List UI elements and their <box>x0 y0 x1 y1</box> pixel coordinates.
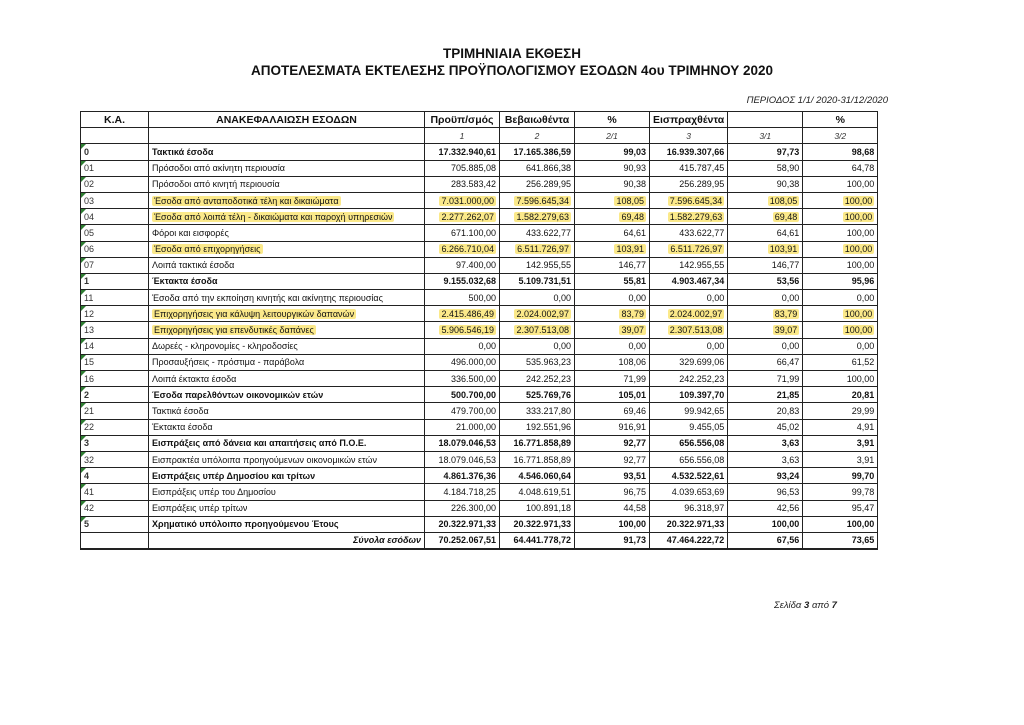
cell-pct-31: 42,56 <box>728 500 803 516</box>
cell-ka: 22 <box>81 419 149 435</box>
cell-description: Εισπράξεις υπέρ του Δημοσίου <box>149 484 425 500</box>
page-footer <box>774 600 837 611</box>
table-row <box>81 516 878 532</box>
table-row <box>81 468 878 484</box>
cell-budget: 283.583,42 <box>425 176 500 192</box>
cell-description: Λοιπά έκτακτα έσοδα <box>149 371 425 387</box>
cell-pct-31: 93,24 <box>728 468 803 484</box>
cell-collected: 0,00 <box>650 290 728 306</box>
report-title: ΤΡΙΜΗΝΙΑΙΑ ΕΚΘΕΣΗ <box>443 46 581 61</box>
cell-pct-31: 97,73 <box>728 144 803 160</box>
cell-pct-32: 100,00 <box>803 209 878 225</box>
cell-certified: 20.322.971,33 <box>500 516 575 532</box>
sub-collected: 3 <box>650 128 728 144</box>
cell-certified: 16.771.858,89 <box>500 451 575 467</box>
comment-marker-icon <box>81 322 86 327</box>
col-budget: Προϋπ/σμός <box>425 112 500 128</box>
cell-certified: 6.511.726,97 <box>500 241 575 257</box>
cell-certified: 2.307.513,08 <box>500 322 575 338</box>
cell-pct-21: 0,00 <box>575 338 650 354</box>
cell-pct-32: 95,96 <box>803 273 878 289</box>
cell-pct-21: 69,48 <box>575 209 650 225</box>
table-row <box>81 241 878 257</box>
comment-marker-icon <box>81 290 86 295</box>
cell-certified: 5.109.731,51 <box>500 273 575 289</box>
cell-pct-21: 90,38 <box>575 176 650 192</box>
cell-description: Έσοδα από ανταποδοτικά τέλη και δικαιώματα <box>149 192 425 208</box>
cell-budget: 18.079.046,53 <box>425 451 500 467</box>
total-row <box>81 532 878 549</box>
table-row <box>81 403 878 419</box>
cell-budget: 226.300,00 <box>425 500 500 516</box>
table-row <box>81 484 878 500</box>
cell-pct-32: 0,00 <box>803 338 878 354</box>
cell-certified: 242.252,23 <box>500 371 575 387</box>
cell-pct-21: 100,00 <box>575 516 650 532</box>
cell-certified: 142.955,55 <box>500 257 575 273</box>
cell-certified: 0,00 <box>500 338 575 354</box>
cell-certified: 641.866,38 <box>500 160 575 176</box>
comment-marker-icon <box>81 258 86 263</box>
cell-ka: 16 <box>81 371 149 387</box>
cell-description: Έκτακτα έσοδα <box>149 273 425 289</box>
cell-pct-31: 0,00 <box>728 290 803 306</box>
cell-pct-21: 71,99 <box>575 371 650 387</box>
cell-pct-31: 21,85 <box>728 387 803 403</box>
sub-description <box>149 128 425 144</box>
cell-pct-21: 93,51 <box>575 468 650 484</box>
cell-pct-31: 3,63 <box>728 451 803 467</box>
cell-budget: 500,00 <box>425 290 500 306</box>
table-row <box>81 338 878 354</box>
table-row <box>81 387 878 403</box>
cell-pct-32: 100,00 <box>803 192 878 208</box>
cell-ka: 07 <box>81 257 149 273</box>
cell-pct-32: 3,91 <box>803 435 878 451</box>
cell-pct-32: 3,91 <box>803 451 878 467</box>
table-row <box>81 290 878 306</box>
cell-budget: 496.000,00 <box>425 354 500 370</box>
comment-marker-icon <box>81 517 86 522</box>
cell-ka: 15 <box>81 354 149 370</box>
cell-pct-32: 100,00 <box>803 371 878 387</box>
cell-pct-32: 100,00 <box>803 257 878 273</box>
cell-description: Έκτακτα έσοδα <box>149 419 425 435</box>
comment-marker-icon <box>81 144 86 149</box>
cell-pct-31: 108,05 <box>728 192 803 208</box>
cell-pct-31: 3,63 <box>728 435 803 451</box>
cell-pct-32: 61,52 <box>803 354 878 370</box>
cell-budget: 705.885,08 <box>425 160 500 176</box>
cell-certified: 256.289,95 <box>500 176 575 192</box>
cell-budget: 2.415.486,49 <box>425 306 500 322</box>
cell-budget: 2.277.262,07 <box>425 209 500 225</box>
cell-description: Επιχορηγήσεις για κάλυψη λειτουργικών δαπανών <box>149 306 425 322</box>
cell-collected: 242.252,23 <box>650 371 728 387</box>
col-collected: Εισπραχθέντα <box>650 112 728 128</box>
cell-pct-31: 100,00 <box>728 516 803 532</box>
cell-pct-32: 100,00 <box>803 225 878 241</box>
cell-description: Έσοδα από την εκποίηση κινητής και ακίνητης περιουσίας <box>149 290 425 306</box>
cell-certified: 4.546.060,64 <box>500 468 575 484</box>
comment-marker-icon <box>81 306 86 311</box>
comment-marker-icon <box>81 339 86 344</box>
comment-marker-icon <box>81 161 86 166</box>
cell-collected: 0,00 <box>650 338 728 354</box>
comment-marker-icon <box>81 371 86 376</box>
table-row <box>81 257 878 273</box>
revenue-table <box>80 111 878 550</box>
table-row <box>81 160 878 176</box>
cell-description: Χρηματικό υπόλοιπο προηγούμενου Έτους <box>149 516 425 532</box>
cell-ka: 2 <box>81 387 149 403</box>
cell-description: Εισπράξεις από δάνεια και απαιτήσεις από Π.Ο.Ε. <box>149 435 425 451</box>
cell-ka: 4 <box>81 468 149 484</box>
cell-pct-31: 58,90 <box>728 160 803 176</box>
cell-budget: 9.155.032,68 <box>425 273 500 289</box>
cell-pct-32: 100,00 <box>803 176 878 192</box>
cell-pct-21: 108,06 <box>575 354 650 370</box>
cell-pct-21: 90,93 <box>575 160 650 176</box>
sub-pct-21: 2/1 <box>575 128 650 144</box>
cell-collected: 16.939.307,66 <box>650 144 728 160</box>
cell-certified: 0,00 <box>500 290 575 306</box>
cell-pct-31: 71,99 <box>728 371 803 387</box>
cell-collected: 4.903.467,34 <box>650 273 728 289</box>
cell-budget: 0,00 <box>425 338 500 354</box>
col-description: ΑΝΑΚΕΦΑΛΑΙΩΣΗ ΕΣΟΔΩΝ <box>149 112 425 128</box>
cell-pct-32: 99,78 <box>803 484 878 500</box>
cell-collected: 433.622,77 <box>650 225 728 241</box>
cell-collected: 656.556,08 <box>650 435 728 451</box>
cell-collected: 6.511.726,97 <box>650 241 728 257</box>
cell-ka: 21 <box>81 403 149 419</box>
cell-ka: 12 <box>81 306 149 322</box>
cell-ka: 1 <box>81 273 149 289</box>
total-pct-31: 67,56 <box>728 532 803 549</box>
table-body <box>81 144 878 549</box>
cell-budget: 5.906.546,19 <box>425 322 500 338</box>
cell-pct-31: 64,61 <box>728 225 803 241</box>
cell-certified: 535.963,23 <box>500 354 575 370</box>
cell-description: Εισπράξεις υπέρ Δημοσίου και τρίτων <box>149 468 425 484</box>
cell-ka: 5 <box>81 516 149 532</box>
table-row <box>81 144 878 160</box>
table-row <box>81 273 878 289</box>
cell-certified: 333.217,80 <box>500 403 575 419</box>
col-ka: Κ.Α. <box>81 112 149 128</box>
cell-collected: 2.307.513,08 <box>650 322 728 338</box>
cell-budget: 6.266.710,04 <box>425 241 500 257</box>
comment-marker-icon <box>81 403 86 408</box>
cell-pct-31: 53,56 <box>728 273 803 289</box>
table-row <box>81 451 878 467</box>
cell-certified: 192.551,96 <box>500 419 575 435</box>
total-pct-32: 73,65 <box>803 532 878 549</box>
cell-ka: 41 <box>81 484 149 500</box>
cell-pct-21: 83,79 <box>575 306 650 322</box>
cell-pct-32: 29,99 <box>803 403 878 419</box>
table-row <box>81 354 878 370</box>
table-row <box>81 435 878 451</box>
cell-certified: 525.769,76 <box>500 387 575 403</box>
cell-ka: 13 <box>81 322 149 338</box>
cell-collected: 656.556,08 <box>650 451 728 467</box>
cell-description: Τακτικά έσοδα <box>149 403 425 419</box>
cell-collected: 256.289,95 <box>650 176 728 192</box>
cell-ka: 04 <box>81 209 149 225</box>
cell-pct-21: 44,58 <box>575 500 650 516</box>
cell-pct-32: 100,00 <box>803 516 878 532</box>
cell-pct-31: 83,79 <box>728 306 803 322</box>
cell-collected: 96.318,97 <box>650 500 728 516</box>
footer-total: 7 <box>831 600 837 611</box>
cell-collected: 415.787,45 <box>650 160 728 176</box>
cell-certified: 17.165.386,59 <box>500 144 575 160</box>
cell-collected: 99.942,65 <box>650 403 728 419</box>
cell-pct-21: 99,03 <box>575 144 650 160</box>
cell-budget: 7.031.000,00 <box>425 192 500 208</box>
cell-budget: 4.861.376,36 <box>425 468 500 484</box>
subheader-row <box>81 128 878 144</box>
cell-pct-21: 92,77 <box>575 451 650 467</box>
comment-marker-icon <box>81 193 86 198</box>
cell-budget: 479.700,00 <box>425 403 500 419</box>
col-blank <box>728 112 803 128</box>
comment-marker-icon <box>81 242 86 247</box>
cell-collected: 4.039.653,69 <box>650 484 728 500</box>
cell-collected: 2.024.002,97 <box>650 306 728 322</box>
cell-budget: 18.079.046,53 <box>425 435 500 451</box>
cell-pct-21: 39,07 <box>575 322 650 338</box>
cell-description: Εισπράξεις υπέρ τρίτων <box>149 500 425 516</box>
cell-description: Έσοδα παρελθόντων οικονομικών ετών <box>149 387 425 403</box>
cell-collected: 20.322.971,33 <box>650 516 728 532</box>
cell-pct-31: 69,48 <box>728 209 803 225</box>
cell-description: Λοιπά τακτικά έσοδα <box>149 257 425 273</box>
cell-pct-32: 20,81 <box>803 387 878 403</box>
cell-pct-21: 55,81 <box>575 273 650 289</box>
table-row <box>81 500 878 516</box>
comment-marker-icon <box>81 436 86 441</box>
cell-pct-21: 96,75 <box>575 484 650 500</box>
comment-marker-icon <box>81 484 86 489</box>
cell-pct-32: 98,68 <box>803 144 878 160</box>
comment-marker-icon <box>81 468 86 473</box>
total-label: Σύνολα εσόδων <box>149 532 425 549</box>
cell-pct-32: 100,00 <box>803 306 878 322</box>
comment-marker-icon <box>81 387 86 392</box>
table-row <box>81 176 878 192</box>
cell-certified: 100.891,18 <box>500 500 575 516</box>
table-row <box>81 419 878 435</box>
table-row <box>81 306 878 322</box>
comment-marker-icon <box>81 225 86 230</box>
comment-marker-icon <box>81 501 86 506</box>
cell-collected: 4.532.522,61 <box>650 468 728 484</box>
cell-pct-31: 146,77 <box>728 257 803 273</box>
cell-budget: 336.500,00 <box>425 371 500 387</box>
report-subtitle: ΑΠΟΤΕΛΕΣΜΑΤΑ ΕΚΤΕΛΕΣΗΣ ΠΡΟΫΠΟΛΟΓΙΣΜΟΥ ΕΣΟΔΩΝ 4ου ΤΡΙΜΗΝΟΥ 2020 <box>251 63 773 78</box>
cell-pct-21: 69,46 <box>575 403 650 419</box>
cell-collected: 1.582.279,63 <box>650 209 728 225</box>
col-pct-21: % <box>575 112 650 128</box>
cell-description: Εισπρακτέα υπόλοιπα προηγούμενων οικονομικών ετών <box>149 451 425 467</box>
cell-ka: 32 <box>81 451 149 467</box>
cell-pct-31: 90,38 <box>728 176 803 192</box>
period-label: ΠΕΡΙΟΔΟΣ 1/1/ 2020-31/12/2020 <box>746 95 888 106</box>
cell-pct-32: 99,70 <box>803 468 878 484</box>
comment-marker-icon <box>81 420 86 425</box>
cell-collected: 329.699,06 <box>650 354 728 370</box>
cell-budget: 97.400,00 <box>425 257 500 273</box>
cell-ka: 05 <box>81 225 149 241</box>
table-row <box>81 209 878 225</box>
comment-marker-icon <box>81 209 86 214</box>
cell-pct-31: 96,53 <box>728 484 803 500</box>
cell-collected: 9.455,05 <box>650 419 728 435</box>
cell-pct-31: 66,47 <box>728 354 803 370</box>
cell-pct-21: 103,91 <box>575 241 650 257</box>
table-row <box>81 322 878 338</box>
cell-ka: 11 <box>81 290 149 306</box>
sub-ka <box>81 128 149 144</box>
cell-collected: 142.955,55 <box>650 257 728 273</box>
footer-page: 3 <box>804 600 810 611</box>
table-row <box>81 192 878 208</box>
cell-certified: 1.582.279,63 <box>500 209 575 225</box>
sub-pct-31: 3/1 <box>728 128 803 144</box>
cell-ka: 14 <box>81 338 149 354</box>
cell-ka: 03 <box>81 192 149 208</box>
cell-pct-31: 103,91 <box>728 241 803 257</box>
cell-description: Έσοδα από λοιπά τέλη - δικαιώματα και παροχή υπηρεσιών <box>149 209 425 225</box>
total-budget: 70.252.067,51 <box>425 532 500 549</box>
cell-pct-32: 4,91 <box>803 419 878 435</box>
cell-certified: 2.024.002,97 <box>500 306 575 322</box>
footer-sep: από <box>811 600 830 611</box>
cell-pct-31: 45,02 <box>728 419 803 435</box>
cell-pct-21: 105,01 <box>575 387 650 403</box>
cell-pct-21: 916,91 <box>575 419 650 435</box>
cell-pct-32: 100,00 <box>803 322 878 338</box>
cell-description: Πρόσοδοι από κινητή περιουσία <box>149 176 425 192</box>
cell-pct-21: 92,77 <box>575 435 650 451</box>
total-collected: 47.464.222,72 <box>650 532 728 549</box>
footer-prefix: Σελίδα <box>774 600 802 611</box>
cell-budget: 4.184.718,25 <box>425 484 500 500</box>
sub-budget: 1 <box>425 128 500 144</box>
cell-ka: 02 <box>81 176 149 192</box>
cell-collected: 109.397,70 <box>650 387 728 403</box>
cell-certified: 16.771.858,89 <box>500 435 575 451</box>
cell-budget: 500.700,00 <box>425 387 500 403</box>
cell-ka: 06 <box>81 241 149 257</box>
cell-pct-21: 108,05 <box>575 192 650 208</box>
cell-pct-21: 0,00 <box>575 290 650 306</box>
col-pct-32: % <box>803 112 878 128</box>
col-certified: Βεβαιωθέντα <box>500 112 575 128</box>
comment-marker-icon <box>81 177 86 182</box>
cell-budget: 21.000,00 <box>425 419 500 435</box>
cell-certified: 433.622,77 <box>500 225 575 241</box>
cell-ka: 01 <box>81 160 149 176</box>
cell-description: Δωρεές - κληρονομίες - κληροδοσίες <box>149 338 425 354</box>
cell-ka: 3 <box>81 435 149 451</box>
cell-pct-21: 146,77 <box>575 257 650 273</box>
sub-certified: 2 <box>500 128 575 144</box>
cell-pct-32: 95,47 <box>803 500 878 516</box>
cell-pct-31: 39,07 <box>728 322 803 338</box>
cell-pct-32: 0,00 <box>803 290 878 306</box>
cell-certified: 4.048.619,51 <box>500 484 575 500</box>
comment-marker-icon <box>81 274 86 279</box>
cell-budget: 20.322.971,33 <box>425 516 500 532</box>
cell-description: Τακτικά έσοδα <box>149 144 425 160</box>
header-row <box>81 112 878 128</box>
cell-pct-21: 64,61 <box>575 225 650 241</box>
total-certified: 64.441.778,72 <box>500 532 575 549</box>
comment-marker-icon <box>81 452 86 457</box>
comment-marker-icon <box>81 355 86 360</box>
total-pct-21: 91,73 <box>575 532 650 549</box>
sub-pct-32: 3/2 <box>803 128 878 144</box>
cell-ka: 42 <box>81 500 149 516</box>
cell-description: Πρόσοδοι από ακίνητη περιουσία <box>149 160 425 176</box>
cell-certified: 7.596.645,34 <box>500 192 575 208</box>
cell-description: Φόροι και εισφορές <box>149 225 425 241</box>
cell-budget: 17.332.940,61 <box>425 144 500 160</box>
cell-collected: 7.596.645,34 <box>650 192 728 208</box>
cell-pct-31: 0,00 <box>728 338 803 354</box>
table-row <box>81 225 878 241</box>
cell-budget: 671.100,00 <box>425 225 500 241</box>
cell-ka: 0 <box>81 144 149 160</box>
cell-ka <box>81 532 149 549</box>
cell-pct-31: 20,83 <box>728 403 803 419</box>
cell-description: Έσοδα από επιχορηγήσεις <box>149 241 425 257</box>
cell-pct-32: 100,00 <box>803 241 878 257</box>
cell-description: Επιχορηγήσεις για επενδυτικές δαπάνες <box>149 322 425 338</box>
cell-description: Προσαυξήσεις - πρόστιμα - παράβολα <box>149 354 425 370</box>
table-row <box>81 371 878 387</box>
cell-pct-32: 64,78 <box>803 160 878 176</box>
